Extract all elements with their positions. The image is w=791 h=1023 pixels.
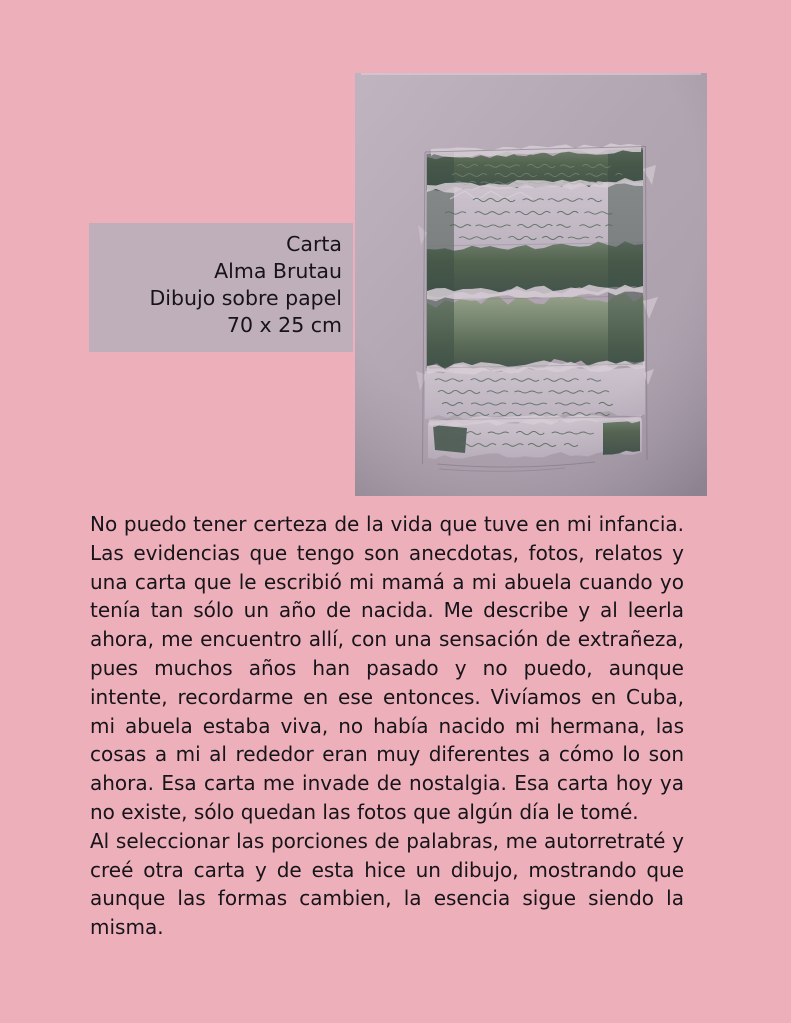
photo-vignette xyxy=(355,73,707,496)
artwork-dimensions: 70 x 25 cm xyxy=(226,313,342,337)
artwork-caption xyxy=(89,223,353,352)
artist-statement xyxy=(90,510,684,942)
statement-paragraph-1: No puedo tener certeza de la vida que tuve en mi infancia. Las evidencias que tengo son anecdotas, fotos, relatos y una carta que le escribió mi mamá a mi abuela cuando yo tenía tan sólo un año de nacida. Me describe y al leerla ahora, me encuentro allí, con una sensación de extrañeza, pues muchos años han pasado y no puedo, aunque intente, recordarme en ese entonces. Vivíamos en Cuba, mi abuela estaba viva, no había nacido mi hermana, las cosas a mi al rededor eran muy diferentes a cómo lo son ahora. Esa carta me invade de nostalgia. Esa carta hoy ya no existe, sólo quedan las fotos que algún día le tomé. xyxy=(90,512,684,824)
statement-paragraph-2: Al seleccionar las porciones de palabras, me autorretraté y creé otra carta y de esta hice un dibujo, mostrando que aunque las formas cambien, la esencia sigue siendo la misma. xyxy=(90,828,684,940)
artwork-medium: Dibujo sobre papel xyxy=(149,286,342,310)
artwork-artist: Alma Brutau xyxy=(214,259,342,283)
torn-letter-drawing xyxy=(355,73,707,496)
artwork-photo xyxy=(355,73,707,496)
artwork-title: Carta xyxy=(286,232,342,256)
